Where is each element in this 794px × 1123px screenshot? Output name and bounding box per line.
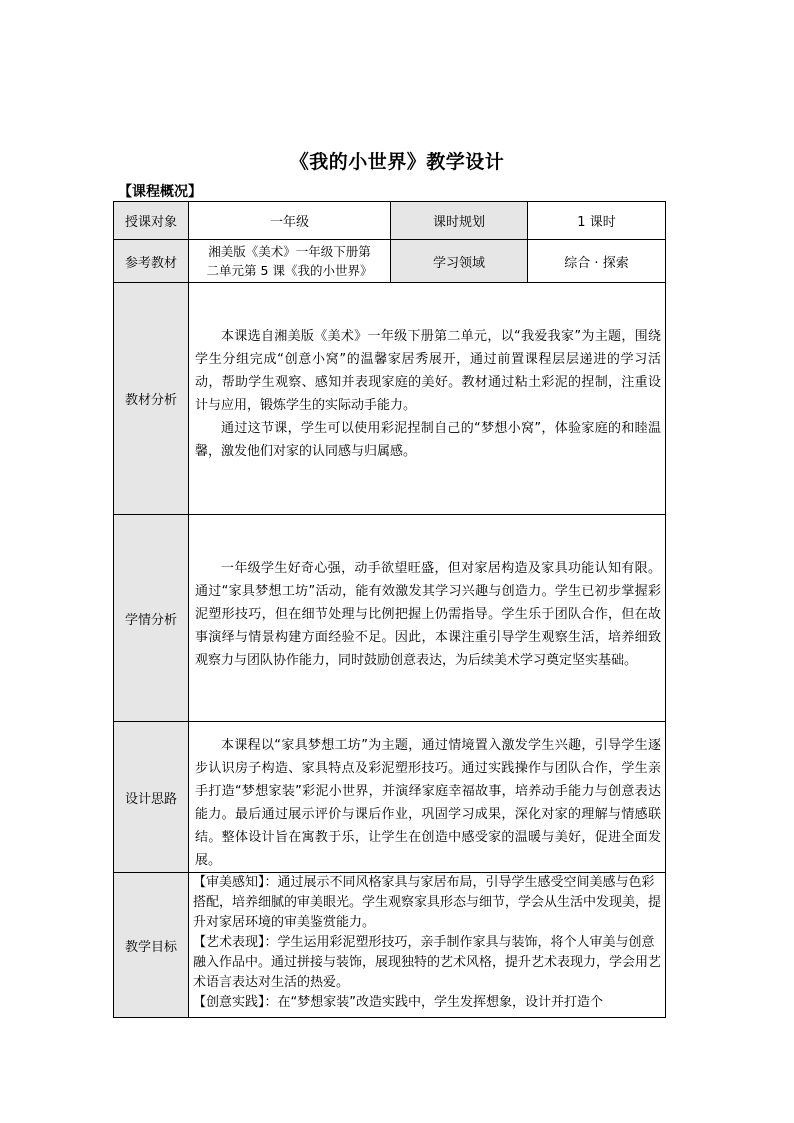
label-goals: 教学目标 (114, 873, 189, 1018)
table-row (114, 515, 666, 722)
lesson-table (113, 201, 666, 1018)
section-heading: 【课程概况】 (118, 184, 202, 200)
goal-expression-tag: 【艺术表现】 (193, 935, 265, 950)
material-content (189, 283, 666, 515)
label-design: 设计思路 (114, 722, 189, 873)
goal-aesthetic-tag: 【审美感知】 (193, 875, 265, 890)
value-domain: 综合 · 探索 (528, 240, 666, 283)
table-row (114, 873, 666, 1018)
goal-practice (193, 993, 661, 1013)
table-row (114, 240, 666, 283)
textbook-line-1: 湘美版《美术》一年级下册第 (208, 244, 371, 259)
label-audience: 授课对象 (114, 202, 189, 240)
label-domain: 学习领域 (391, 240, 528, 283)
goal-aesthetic-text: ：通过展示不同风格家具与家居布局，引导学生感受空间美感与色彩搭配，培养细腻的审美眼光。学生观察家具形态与细节，学会从生活中发现美，提升对家居环境的审美鉴赏能力。 (193, 875, 661, 930)
goal-aesthetic (193, 873, 661, 933)
design-content (189, 722, 666, 873)
design-paragraph-1: 本课程以“家具梦想工坊”为主题，通过情境置入激发学生兴趣，引导学生逐步认识房子构造、家具特点及彩泥塑形技巧。通过实践操作与团队合作，学生亲手打造“梦想家装”彩泥小世界，并演绎家庭幸福故事，培养动手能力与创意表达能力。最后通过展示评价与课后作业，巩固学习成果，深化对家的理解与情感联结。整体设计旨在寓教于乐，让学生在创造中感受家的温暖与美好，促进全面发展。 (195, 738, 661, 868)
page-title: 《我的小世界》教学设计 (289, 151, 505, 173)
label-hours: 课时规划 (391, 202, 528, 240)
value-textbook (189, 240, 391, 283)
goal-expression (193, 933, 661, 993)
value-hours: 1 课时 (528, 202, 666, 240)
goals-content (189, 873, 666, 1018)
learner-paragraph-1: 一年级学生好奇心强，动手欲望旺盛，但对家居构造及家具功能认知有限。通过“家具梦想工坊”活动，能有效激发其学习兴趣与创造力。学生已初步掌握彩泥塑形技巧，但在细节处理与比例把握上仍需指导。学生乐于团队合作，但在故事演绎与情景构建方面经验不足。因此，本课注重引导学生观察生活，培养细致观察力与团队协作能力，同时鼓励创意表达，为后续美术学习奠定坚实基础。 (195, 561, 661, 668)
label-textbook: 参考教材 (114, 240, 189, 283)
table-row (114, 283, 666, 515)
value-audience: 一年级 (189, 202, 391, 240)
goal-expression-text: ：学生运用彩泥塑形技巧，亲手制作家具与装饰，将个人审美与创意融入作品中。通过拼接与装饰，展现独特的艺术风格，提升艺术表现力，学会用艺术语言表达对生活的热爱。 (193, 935, 661, 990)
textbook-line-2: 二单元第 5 课《我的小世界》 (206, 263, 373, 278)
table-row (114, 202, 666, 240)
material-paragraph-1: 本课选自湘美版《美术》一年级下册第二单元，以“我爱我家”为主题，围绕学生分组完成“创意小窝”的温馨家居秀展开，通过前置课程层层递进的学习活动，帮助学生观察、感知并表现家庭的美好。教材通过粘土彩泥的捏制，注重设计与应用，锻炼学生的实际动手能力。 (195, 329, 661, 413)
goal-practice-text: ：在“梦想家装”改造实践中，学生发挥想象，设计并打造个 (264, 995, 603, 1010)
learner-content (189, 515, 666, 722)
label-material: 教材分析 (114, 283, 189, 515)
table-row (114, 722, 666, 873)
material-paragraph-2: 通过这节课，学生可以使用彩泥捏制自己的“梦想小窝”，体验家庭的和睦温馨，激发他们对家的认同感与归属感。 (195, 421, 661, 459)
goal-practice-tag: 【创意实践】 (193, 995, 265, 1010)
label-learner: 学情分析 (114, 515, 189, 722)
